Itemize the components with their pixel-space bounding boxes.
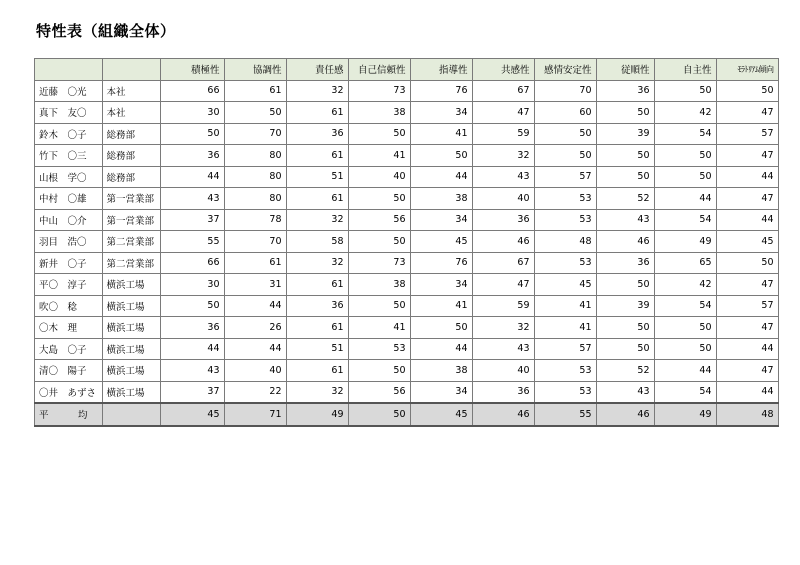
- employee-name: 近藤 〇光: [35, 80, 103, 102]
- score-cell: 66: [160, 252, 224, 274]
- score-cell: 80: [224, 145, 286, 167]
- score-cell: 44: [654, 188, 716, 210]
- employee-name: 真下 友〇: [35, 102, 103, 124]
- score-cell: 32: [472, 317, 534, 339]
- average-cell: 50: [348, 403, 410, 426]
- score-cell: 40: [348, 166, 410, 188]
- employee-name: 羽目 浩〇: [35, 231, 103, 253]
- department: 第一営業部: [102, 209, 160, 231]
- score-cell: 38: [410, 188, 472, 210]
- score-cell: 36: [596, 252, 654, 274]
- table-row: [35, 295, 779, 317]
- score-cell: 47: [472, 274, 534, 296]
- score-cell: 61: [286, 145, 348, 167]
- score-cell: 50: [654, 338, 716, 360]
- score-cell: 40: [472, 188, 534, 210]
- table-row: [35, 274, 779, 296]
- table-row: [35, 80, 779, 102]
- average-dept-blank: [102, 403, 160, 426]
- score-cell: 50: [348, 295, 410, 317]
- score-cell: 76: [410, 252, 472, 274]
- employee-name: 中山 〇介: [35, 209, 103, 231]
- table-row: [35, 166, 779, 188]
- score-cell: 50: [348, 231, 410, 253]
- score-cell: 31: [224, 274, 286, 296]
- table-row: [35, 123, 779, 145]
- score-cell: 57: [534, 338, 596, 360]
- score-cell: 34: [410, 209, 472, 231]
- score-cell: 50: [596, 102, 654, 124]
- average-cell: 46: [596, 403, 654, 426]
- score-cell: 61: [286, 274, 348, 296]
- employee-name: 大島 〇子: [35, 338, 103, 360]
- score-cell: 47: [716, 360, 778, 382]
- score-cell: 70: [224, 123, 286, 145]
- score-cell: 36: [596, 80, 654, 102]
- score-cell: 53: [534, 381, 596, 403]
- score-cell: 32: [286, 80, 348, 102]
- score-cell: 47: [716, 317, 778, 339]
- score-cell: 50: [348, 123, 410, 145]
- score-cell: 51: [286, 338, 348, 360]
- score-cell: 53: [348, 338, 410, 360]
- score-cell: 73: [348, 80, 410, 102]
- score-cell: 37: [160, 209, 224, 231]
- score-cell: 39: [596, 123, 654, 145]
- score-cell: 80: [224, 188, 286, 210]
- trait-table: [34, 58, 779, 427]
- score-cell: 41: [410, 295, 472, 317]
- score-cell: 49: [654, 231, 716, 253]
- score-cell: 40: [472, 360, 534, 382]
- score-cell: 70: [534, 80, 596, 102]
- score-cell: 40: [224, 360, 286, 382]
- score-cell: 43: [596, 209, 654, 231]
- score-cell: 36: [160, 145, 224, 167]
- score-cell: 44: [160, 166, 224, 188]
- score-cell: 32: [286, 252, 348, 274]
- score-cell: 44: [224, 338, 286, 360]
- table-row: [35, 360, 779, 382]
- score-cell: 41: [534, 295, 596, 317]
- score-cell: 57: [534, 166, 596, 188]
- score-cell: 43: [160, 188, 224, 210]
- employee-name: 山根 学〇: [35, 166, 103, 188]
- employee-name: 中村 〇雄: [35, 188, 103, 210]
- department: 第二営業部: [102, 231, 160, 253]
- score-cell: 50: [654, 145, 716, 167]
- score-cell: 54: [654, 381, 716, 403]
- score-cell: 26: [224, 317, 286, 339]
- score-cell: 32: [286, 209, 348, 231]
- table-row: [35, 231, 779, 253]
- score-cell: 41: [410, 123, 472, 145]
- column-header: 自主性: [654, 59, 716, 81]
- score-cell: 50: [716, 252, 778, 274]
- table-row: [35, 209, 779, 231]
- average-cell: 49: [286, 403, 348, 426]
- score-cell: 46: [596, 231, 654, 253]
- score-cell: 54: [654, 209, 716, 231]
- department: 本社: [102, 102, 160, 124]
- score-cell: 80: [224, 166, 286, 188]
- column-header: 従順性: [596, 59, 654, 81]
- employee-name: 清〇 陽子: [35, 360, 103, 382]
- average-cell: 55: [534, 403, 596, 426]
- department: 横浜工場: [102, 317, 160, 339]
- score-cell: 50: [654, 317, 716, 339]
- column-header: 感情安定性: [534, 59, 596, 81]
- score-cell: 57: [716, 123, 778, 145]
- score-cell: 39: [596, 295, 654, 317]
- score-cell: 54: [654, 295, 716, 317]
- header-name-blank: [35, 59, 103, 81]
- score-cell: 32: [472, 145, 534, 167]
- average-label: 平 均: [35, 403, 103, 426]
- score-cell: 50: [410, 145, 472, 167]
- score-cell: 43: [472, 338, 534, 360]
- column-header: 自己信頼性: [348, 59, 410, 81]
- department: 総務部: [102, 123, 160, 145]
- score-cell: 54: [654, 123, 716, 145]
- score-cell: 41: [534, 317, 596, 339]
- score-cell: 42: [654, 274, 716, 296]
- score-cell: 44: [160, 338, 224, 360]
- department: 総務部: [102, 145, 160, 167]
- score-cell: 44: [716, 209, 778, 231]
- page-title: 特性表（組織全体）: [36, 22, 176, 40]
- score-cell: 50: [224, 102, 286, 124]
- score-cell: 55: [160, 231, 224, 253]
- score-cell: 32: [286, 381, 348, 403]
- score-cell: 47: [716, 145, 778, 167]
- score-cell: 58: [286, 231, 348, 253]
- score-cell: 52: [596, 188, 654, 210]
- employee-name: 新井 〇子: [35, 252, 103, 274]
- score-cell: 52: [596, 360, 654, 382]
- header-dept-blank: [102, 59, 160, 81]
- average-cell: 45: [160, 403, 224, 426]
- table-body: [35, 80, 779, 426]
- score-cell: 53: [534, 209, 596, 231]
- department: 本社: [102, 80, 160, 102]
- score-cell: 34: [410, 274, 472, 296]
- employee-name: 吹〇 稔: [35, 295, 103, 317]
- department: 横浜工場: [102, 381, 160, 403]
- department: 第二営業部: [102, 252, 160, 274]
- score-cell: 41: [348, 317, 410, 339]
- score-cell: 43: [160, 360, 224, 382]
- table-row: [35, 338, 779, 360]
- table-row: [35, 145, 779, 167]
- score-cell: 47: [716, 102, 778, 124]
- score-cell: 44: [654, 360, 716, 382]
- score-cell: 42: [654, 102, 716, 124]
- score-cell: 22: [224, 381, 286, 403]
- department: 横浜工場: [102, 274, 160, 296]
- column-header: 協調性: [224, 59, 286, 81]
- score-cell: 44: [716, 166, 778, 188]
- score-cell: 38: [410, 360, 472, 382]
- score-cell: 50: [596, 166, 654, 188]
- average-cell: 48: [716, 403, 778, 426]
- average-cell: 45: [410, 403, 472, 426]
- score-cell: 30: [160, 274, 224, 296]
- score-cell: 61: [286, 317, 348, 339]
- score-cell: 46: [472, 231, 534, 253]
- score-cell: 61: [286, 188, 348, 210]
- employee-name: 平〇 淳子: [35, 274, 103, 296]
- average-cell: 49: [654, 403, 716, 426]
- score-cell: 50: [348, 188, 410, 210]
- average-cell: 46: [472, 403, 534, 426]
- employee-name: 〇木 理: [35, 317, 103, 339]
- score-cell: 43: [472, 166, 534, 188]
- score-cell: 61: [224, 252, 286, 274]
- score-cell: 53: [534, 188, 596, 210]
- score-cell: 59: [472, 123, 534, 145]
- employee-name: 竹下 〇三: [35, 145, 103, 167]
- score-cell: 56: [348, 381, 410, 403]
- score-cell: 41: [348, 145, 410, 167]
- score-cell: 50: [596, 317, 654, 339]
- score-cell: 36: [160, 317, 224, 339]
- score-cell: 36: [286, 295, 348, 317]
- table-row: [35, 381, 779, 403]
- score-cell: 34: [410, 102, 472, 124]
- score-cell: 53: [534, 252, 596, 274]
- score-cell: 67: [472, 252, 534, 274]
- score-cell: 45: [534, 274, 596, 296]
- score-cell: 36: [472, 209, 534, 231]
- score-cell: 50: [160, 123, 224, 145]
- score-cell: 57: [716, 295, 778, 317]
- score-cell: 47: [716, 188, 778, 210]
- average-cell: 71: [224, 403, 286, 426]
- score-cell: 44: [410, 166, 472, 188]
- score-cell: 37: [160, 381, 224, 403]
- score-cell: 44: [224, 295, 286, 317]
- table-row: [35, 317, 779, 339]
- score-cell: 36: [286, 123, 348, 145]
- score-cell: 50: [716, 80, 778, 102]
- score-cell: 70: [224, 231, 286, 253]
- table-row: [35, 252, 779, 274]
- department: 横浜工場: [102, 338, 160, 360]
- score-cell: 50: [654, 80, 716, 102]
- score-cell: 61: [224, 80, 286, 102]
- department: 横浜工場: [102, 295, 160, 317]
- score-cell: 61: [286, 360, 348, 382]
- score-cell: 59: [472, 295, 534, 317]
- score-cell: 50: [348, 360, 410, 382]
- score-cell: 60: [534, 102, 596, 124]
- department: 総務部: [102, 166, 160, 188]
- score-cell: 47: [472, 102, 534, 124]
- score-cell: 38: [348, 274, 410, 296]
- column-header: 積極性: [160, 59, 224, 81]
- score-cell: 78: [224, 209, 286, 231]
- score-cell: 61: [286, 102, 348, 124]
- table-row: [35, 102, 779, 124]
- score-cell: 50: [534, 123, 596, 145]
- score-cell: 44: [410, 338, 472, 360]
- score-cell: 50: [410, 317, 472, 339]
- score-cell: 50: [596, 274, 654, 296]
- table-row: [35, 188, 779, 210]
- score-cell: 50: [534, 145, 596, 167]
- department: 横浜工場: [102, 360, 160, 382]
- score-cell: 45: [410, 231, 472, 253]
- score-cell: 45: [716, 231, 778, 253]
- column-header: 指導性: [410, 59, 472, 81]
- score-cell: 76: [410, 80, 472, 102]
- score-cell: 48: [534, 231, 596, 253]
- score-cell: 36: [472, 381, 534, 403]
- score-cell: 44: [716, 381, 778, 403]
- score-cell: 50: [654, 166, 716, 188]
- column-header: 責任感: [286, 59, 348, 81]
- score-cell: 30: [160, 102, 224, 124]
- column-header: ﾓﾗﾄﾘｱﾑ傾向: [716, 59, 778, 81]
- header-row: [35, 59, 779, 81]
- score-cell: 56: [348, 209, 410, 231]
- score-cell: 65: [654, 252, 716, 274]
- score-cell: 43: [596, 381, 654, 403]
- score-cell: 44: [716, 338, 778, 360]
- score-cell: 67: [472, 80, 534, 102]
- score-cell: 66: [160, 80, 224, 102]
- score-cell: 73: [348, 252, 410, 274]
- score-cell: 47: [716, 274, 778, 296]
- average-row: [35, 403, 779, 426]
- score-cell: 51: [286, 166, 348, 188]
- employee-name: 鈴木 〇子: [35, 123, 103, 145]
- score-cell: 38: [348, 102, 410, 124]
- column-header: 共感性: [472, 59, 534, 81]
- score-cell: 34: [410, 381, 472, 403]
- score-cell: 50: [596, 145, 654, 167]
- employee-name: 〇井 あずさ: [35, 381, 103, 403]
- score-cell: 50: [160, 295, 224, 317]
- score-cell: 53: [534, 360, 596, 382]
- department: 第一営業部: [102, 188, 160, 210]
- score-cell: 50: [596, 338, 654, 360]
